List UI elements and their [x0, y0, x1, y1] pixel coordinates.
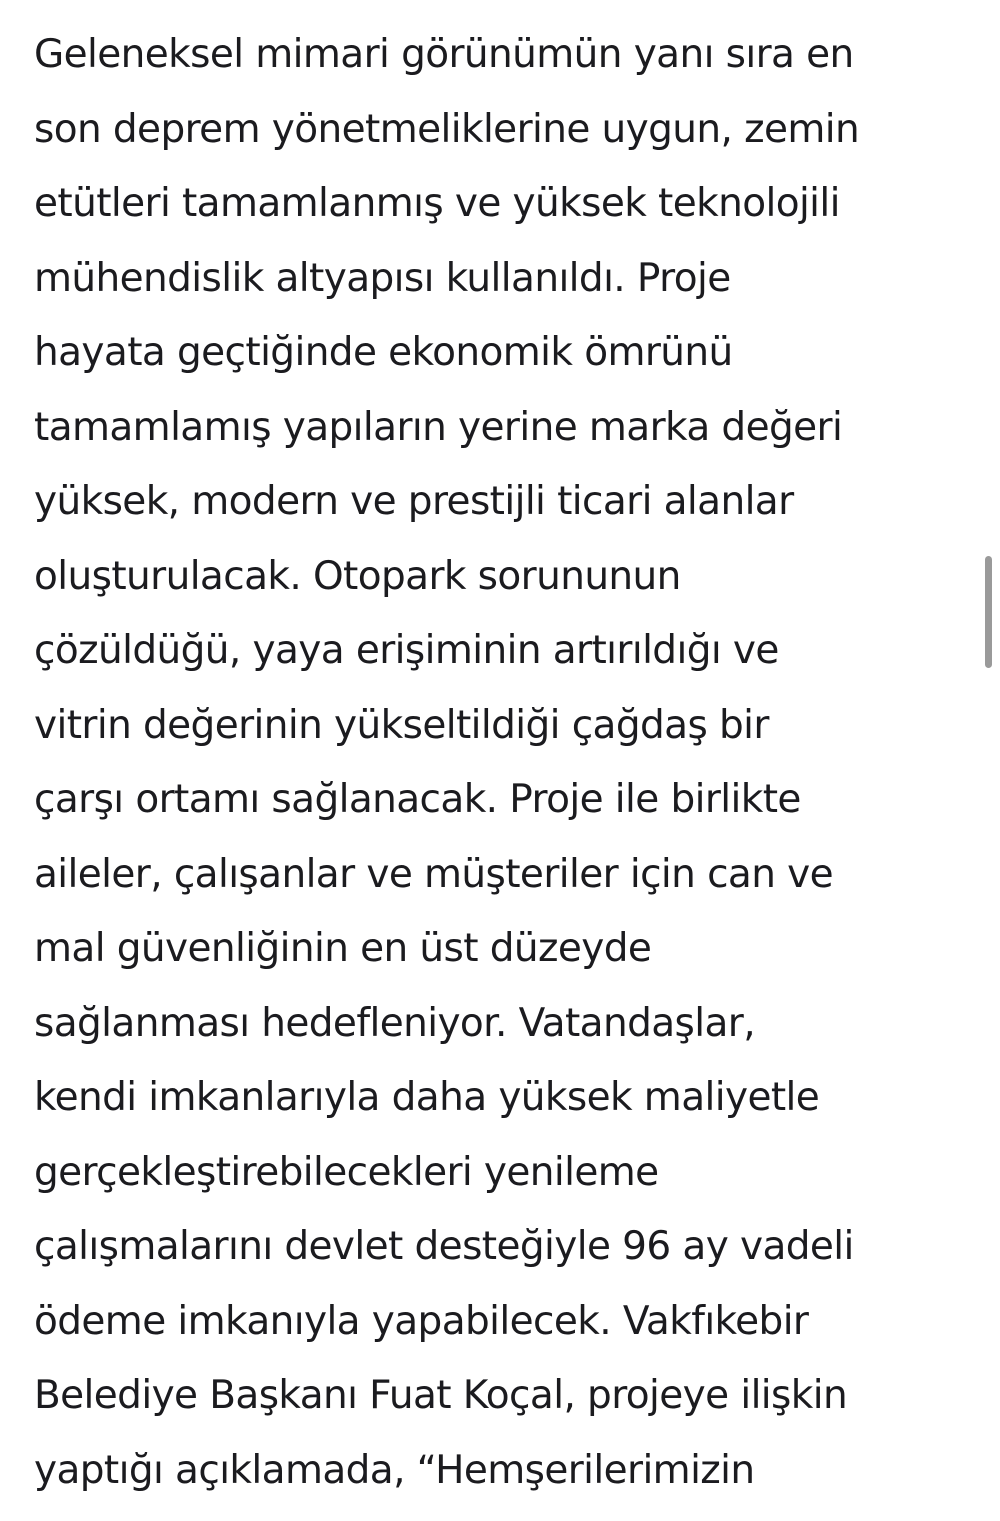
text-line: etütleri tamamlanmış ve yüksek teknolojili: [34, 181, 840, 226]
text-line: kendi imkanlarıyla daha yüksek maliyetle: [34, 1075, 820, 1120]
text-line: Belediye Başkanı Fuat Koçal, projeye ilişkin: [34, 1373, 848, 1418]
text-line: gerçekleştirebilecekleri yenileme: [34, 1149, 659, 1195]
text-line: yaptığı açıklamada, “Hemşerilerimizin: [34, 1447, 755, 1493]
text-line: son deprem yönetmeliklerine uygun, zemin: [34, 106, 860, 152]
text-line: oluşturulacak. Otopark sorununun: [34, 553, 681, 599]
text-line: vitrin değerinin yükseltildiği çağdaş bir: [34, 702, 769, 748]
text-line: sağlanması hedefleniyor. Vatandaşlar,: [34, 1000, 756, 1046]
text-line: mal güvenliğinin en üst düzeyde: [34, 926, 652, 971]
article-body: [34, 18, 974, 1508]
text-line: hayata geçtiğinde ekonomik ömrünü: [34, 330, 733, 375]
text-line: tamamlamış yapıların yerine marka değeri: [34, 404, 843, 450]
text-line: yüksek, modern ve prestijli ticari alanlar: [34, 479, 794, 524]
text-line: Geleneksel mimari görünümün yanı sıra en: [34, 32, 854, 77]
text-line: çalışmalarını devlet desteğiyle 96 ay vadeli: [34, 1224, 854, 1269]
scrollbar-thumb[interactable]: [985, 556, 992, 668]
text-line: çarşı ortamı sağlanacak. Proje ile birlikte: [34, 777, 801, 822]
text-line: çözüldüğü, yaya erişiminin artırıldığı ve: [34, 628, 779, 673]
text-line: ödeme imkanıyla yapabilecek. Vakfıkebir: [34, 1298, 809, 1344]
text-line: aileler, çalışanlar ve müşteriler için can ve: [34, 851, 834, 897]
text-line: mühendislik altyapısı kullanıldı. Proje: [34, 255, 731, 301]
